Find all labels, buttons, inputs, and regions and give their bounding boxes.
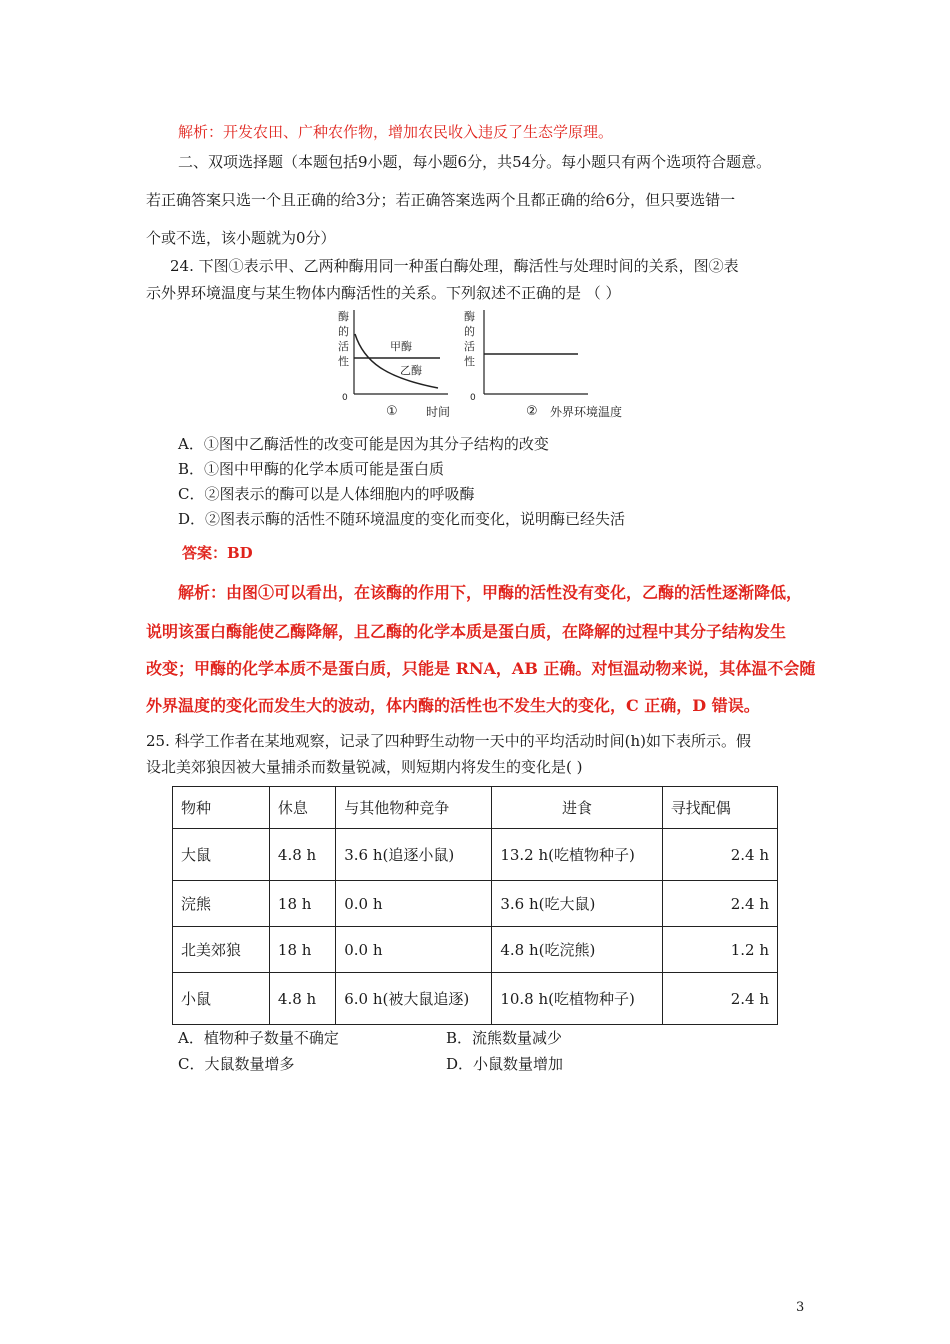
section2-line3: 个或不选，该小题就为0分）: [146, 229, 336, 247]
graph1-label-a: 甲酶: [390, 340, 412, 353]
q25-option-c: C．大鼠数量增多: [178, 1055, 295, 1073]
table-cell: 2.4 h: [662, 881, 777, 927]
q24-analysis-line4: 外界温度的变化而发生大的波动，体内酶的活性也不发生大的变化，C 正确，D 错误。: [146, 696, 760, 715]
q25-table: [172, 786, 778, 1025]
q25-stem-line2: 设北美郊狼因被大量捕杀而数量锐减，则短期内将发生的变化是( ): [146, 758, 583, 776]
table-header: 物种: [173, 787, 270, 829]
q24-stem-line2: 示外界环境温度与某生物体内酶活性的关系。下列叙述不正确的是 （ ）: [146, 284, 621, 302]
table-cell: 2.4 h: [662, 829, 777, 881]
table-row: [173, 881, 778, 927]
table-cell: 4.8 h(吃浣熊): [492, 927, 662, 973]
q25-stem-line1: 25. 科学工作者在某地观察，记录了四种野生动物一天中的平均活动时间(h)如下表所示。假: [146, 732, 751, 750]
table-cell: 2.4 h: [662, 973, 777, 1025]
table-row: [173, 829, 778, 881]
q24-option-b: B．①图中甲酶的化学本质可能是蛋白质: [178, 460, 445, 478]
table-header: 寻找配偶: [662, 787, 777, 829]
graph1-label-b: 乙酶: [400, 364, 422, 377]
table-cell: 4.8 h: [269, 829, 335, 881]
graph2-xlabel: 外界环境温度: [550, 405, 623, 419]
table-cell: 4.8 h: [269, 973, 335, 1025]
graph2-ylabel-char: 活: [464, 340, 475, 353]
table-cell: 0.0 h: [336, 927, 492, 973]
q24-analysis-line3: 改变；甲酶的化学本质不是蛋白质，只能是 RNA，AB 正确。对恒温动物来说，其体温不会随: [146, 659, 816, 678]
table-cell: 3.6 h(吃大鼠): [492, 881, 662, 927]
graph2-ylabel-char: 性: [464, 355, 475, 368]
q24-analysis-line1: 解析：由图①可以看出，在该酶的作用下，甲酶的活性没有变化，乙酶的活性逐渐降低，: [178, 583, 803, 602]
page-number: 3: [796, 1300, 805, 1315]
table-cell: 1.2 h: [662, 927, 777, 973]
q24-figure: [330, 306, 660, 426]
graph1-ylabel-char: 性: [338, 355, 349, 368]
section2-line2: 若正确答案只选一个且正确的给3分；若正确答案选两个且都正确的给6分，但只要选错一: [146, 191, 736, 209]
table-cell: 10.8 h(吃植物种子): [492, 973, 662, 1025]
q25-option-d: D．小鼠数量增加: [446, 1055, 564, 1073]
q24-answer: 答案：BD: [182, 544, 253, 562]
graph2-label: ②: [526, 404, 538, 419]
q24-option-a: A．①图中乙酶活性的改变可能是因为其分子结构的改变: [178, 435, 549, 453]
analysis-top: 解析：开发农田、广种农作物，增加农民收入违反了生态学原理。: [178, 123, 614, 141]
table-header: 进食: [492, 787, 662, 829]
q25-option-b: B．流熊数量减少: [446, 1029, 563, 1047]
table-row: [173, 927, 778, 973]
graph2-ylabel-char: 酶: [464, 310, 475, 323]
table-cell: 大鼠: [173, 829, 270, 881]
graph2-ylabel-char: 的: [464, 325, 475, 338]
q24-stem-line1: 24. 下图①表示甲、乙两种酶用同一种蛋白酶处理，酶活性与处理时间的关系，图②表: [170, 257, 739, 275]
section2-line1: 二、双项选择题（本题包括9小题，每小题6分，共54分。每小题只有两个选项符合题意。: [178, 153, 772, 171]
graph1-ylabel-char: 的: [338, 325, 349, 338]
graph1-label: ①: [386, 404, 398, 419]
table-cell: 3.6 h(追逐小鼠): [336, 829, 492, 881]
graph-2: [464, 309, 622, 419]
q24-option-d: D．②图表示酶的活性不随环境温度的变化而变化，说明酶已经失活: [178, 510, 626, 528]
table-header-row: [173, 787, 778, 829]
q24-analysis-line2: 说明该蛋白酶能使乙酶降解，且乙酶的化学本质是蛋白质，在降解的过程中其分子结构发生: [146, 622, 787, 641]
table-cell: 13.2 h(吃植物种子): [492, 829, 662, 881]
table-cell: 6.0 h(被大鼠追逐): [336, 973, 492, 1025]
table-cell: 浣熊: [173, 881, 270, 927]
table-cell: 小鼠: [173, 973, 270, 1025]
q25-option-a: A．植物种子数量不确定: [178, 1029, 339, 1047]
table-header: 休息: [269, 787, 335, 829]
table-cell: 0.0 h: [336, 881, 492, 927]
table-header: 与其他物种竞争: [336, 787, 492, 829]
table-row: [173, 973, 778, 1025]
graph2-origin: 0: [470, 393, 476, 403]
graph1-xlabel: 时间: [426, 405, 451, 419]
table-cell: 18 h: [269, 881, 335, 927]
graph-1: [338, 309, 450, 419]
graph1-ylabel-char: 酶: [338, 310, 349, 323]
graph1-ylabel-char: 活: [338, 340, 349, 353]
table-cell: 北美郊狼: [173, 927, 270, 973]
table-cell: 18 h: [269, 927, 335, 973]
q24-option-c: C．②图表示的酶可以是人体细胞内的呼吸酶: [178, 485, 475, 503]
graph1-origin: 0: [342, 393, 348, 403]
